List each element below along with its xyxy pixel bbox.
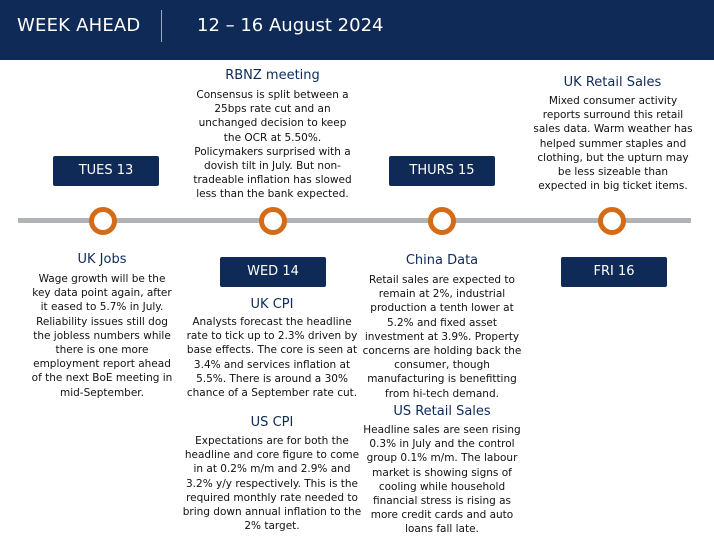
timeline-dot-tues bbox=[89, 207, 117, 235]
timeline-dot-fri bbox=[598, 207, 626, 235]
uk-retail-title: UK Retail Sales bbox=[563, 75, 662, 90]
china-data-body: Retail sales are expected to remain at 2%, industrial production a tenth lower at 5.2% and fixed asset investment at 3.9%. Property concerns are holding back the consumer, though manufacturing is benefitting from hi-tech demand. bbox=[362, 274, 522, 400]
us-cpi-title: US CPI bbox=[250, 415, 294, 430]
day-pill-wed: WED 14 bbox=[220, 257, 326, 287]
header-divider bbox=[161, 10, 162, 42]
day-pill-thurs: THURS 15 bbox=[389, 156, 495, 186]
uk-jobs-title: UK Jobs bbox=[77, 252, 127, 267]
uk-retail-body: Mixed consumer activity reports surround this retail sales data. Warm weather has helped summer staples and clothing, but the upturn may be less sizeable than expected in big ticket items. bbox=[533, 95, 693, 193]
us-retail-body: Headline sales are seen rising 0.3% in July and the control group 0.1% m/m. The labour market is showing signs of cooling while household financial stress is rising as more credit cards and auto loans fall late. bbox=[363, 424, 521, 536]
rbnz-title: RBNZ meeting bbox=[225, 68, 320, 83]
day-pill-tues: TUES 13 bbox=[53, 156, 159, 186]
timeline-dot-thurs bbox=[428, 207, 456, 235]
header-title: WEEK AHEAD bbox=[17, 15, 141, 36]
timeline-line bbox=[18, 218, 691, 223]
header-bar bbox=[0, 0, 714, 60]
uk-jobs-body: Wage growth will be the key data point again, after it eased to 5.7% in July. Reliability issues still dog the jobless numbers while there is one more employment report ahead of the next BoE meeting in mid-September. bbox=[31, 273, 173, 399]
rbnz-body: Consensus is split between a 25bps rate cut and an unchanged decision to keep the OCR at 5.50%. Policymakers surprised with a dovish tilt in July. But non-tradeable inflation has slowed less than the bank expected. bbox=[193, 89, 352, 201]
day-pill-fri: FRI 16 bbox=[561, 257, 667, 287]
uk-cpi-body: Analysts forecast the headline rate to tick up to 2.3% driven by base effects. The core is seen at 3.4% and services inflation at 5.5%. There is around a 30% chance of a September rate cut. bbox=[186, 316, 358, 400]
us-retail-title: US Retail Sales bbox=[393, 404, 491, 419]
us-cpi-body: Expectations are for both the headline and core figure to come in at 0.2% m/m and 2.9% and 3.2% y/y respectively. This is the required monthly rate needed to bring down annual inflation to the 2% target. bbox=[182, 435, 362, 533]
header-date-range: 12 – 16 August 2024 bbox=[197, 15, 384, 36]
timeline-dot-wed bbox=[259, 207, 287, 235]
uk-cpi-title: UK CPI bbox=[250, 297, 294, 312]
china-data-title: China Data bbox=[405, 253, 479, 268]
